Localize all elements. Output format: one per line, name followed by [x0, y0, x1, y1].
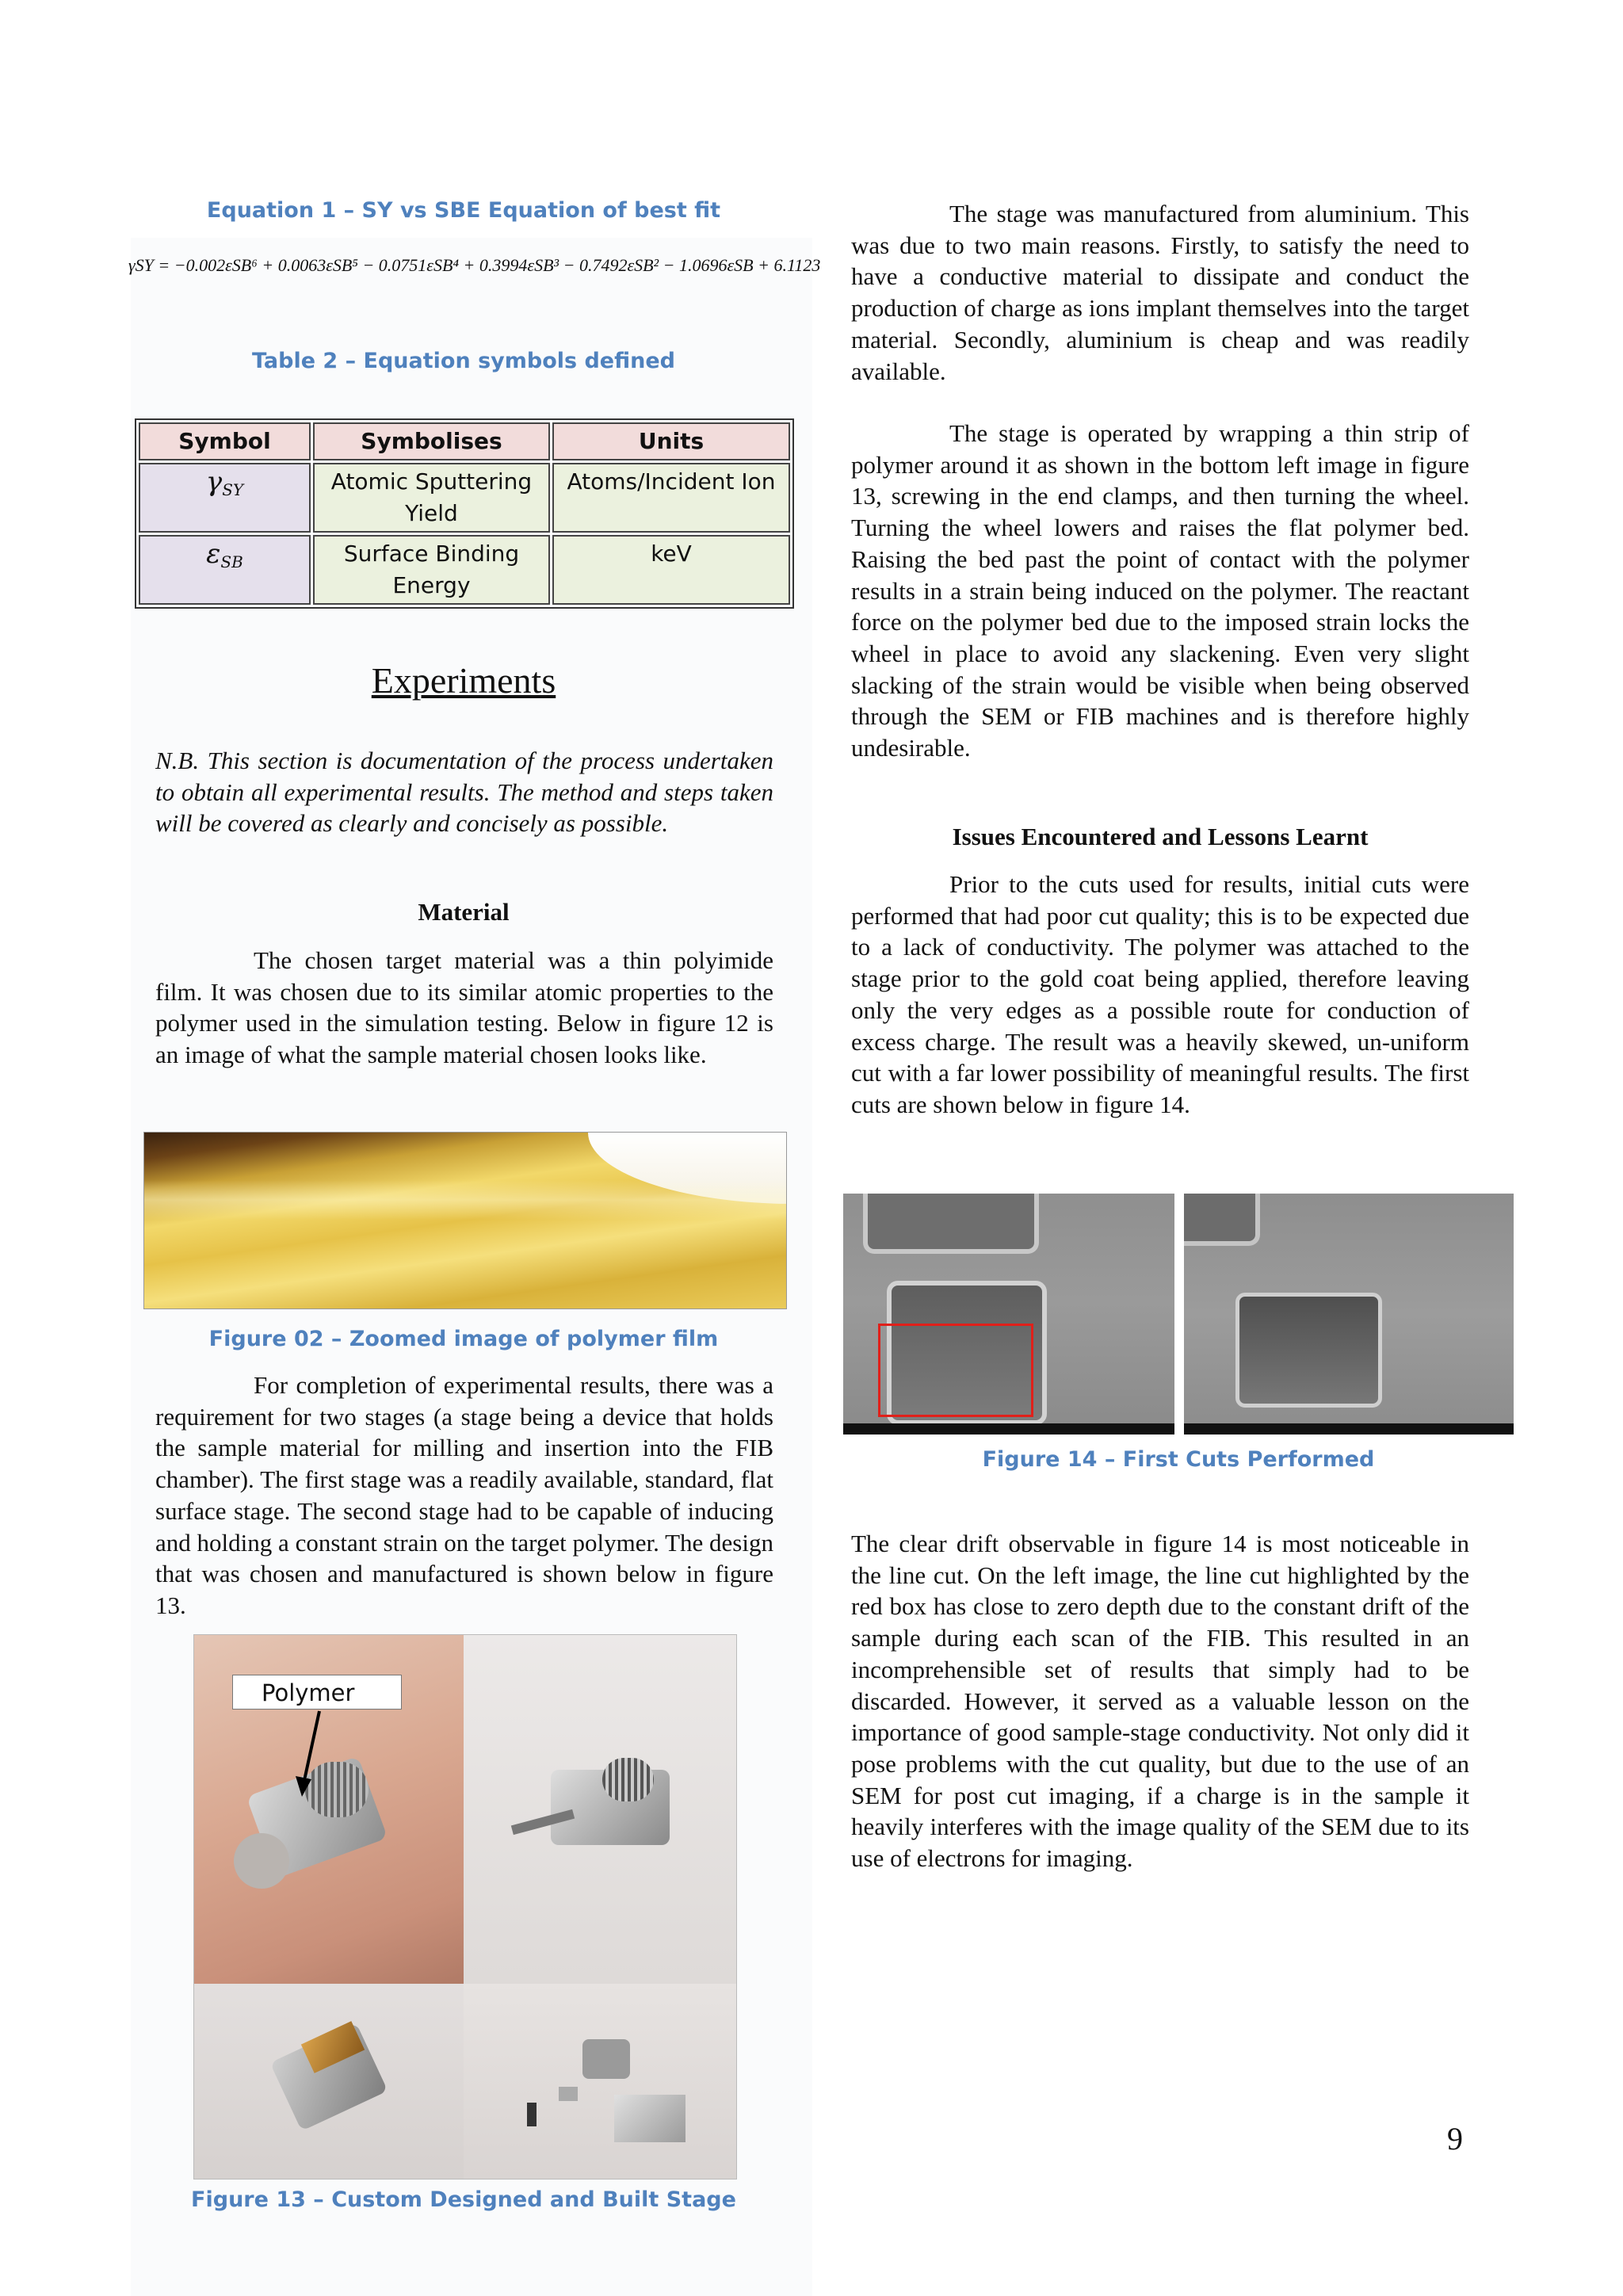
table-header: Units	[552, 422, 790, 460]
stages-paragraph: For completion of experimental results, there was a requirement for two stages (a stage being a device that holds the sample material for milling and insertion into the FIB chamber). The first stage was a readily available, standard, flat surface stage. The second stage had to be capable of inducing and holding a constant strain on the target polymer. The design that was chosen and manufactured is shown below in figure 13.	[155, 1371, 773, 1619]
symbolises-cell: Atomic Sputtering Yield	[313, 463, 550, 533]
symbolises-cell: Surface Binding Energy	[313, 535, 550, 605]
figure02-caption: Figure 02 – Zoomed image of polymer film	[208, 1327, 719, 1351]
upper-cut	[1184, 1194, 1260, 1246]
right-paragraph-3: Prior to the cuts used for results, initial cuts were performed that had poor cut quality; this is to be expected due to a lack of conductivity. The polymer was attached to the stage prior to the gold coat being applied, therefore leaving only the very edges as a possible route for conduction of excess charge. The result was a heavily skewed, un-uniform cut with a far lower possibility of meaningful results. The first cuts are shown below in figure 14.	[851, 870, 1469, 1118]
table-header: Symbol	[139, 422, 311, 460]
table-caption: Table 2 – Equation symbols defined	[251, 349, 675, 373]
right-paragraph-1: The stage was manufactured from aluminium. This was due to two main reasons. Firstly, to satisfy the need to have a conductive material to dissipate and conduct the production of charge as ions implant themselves into the target material. Secondly, aluminium is cheap and was readily available.	[851, 200, 1469, 385]
sem-info-bar	[843, 1423, 1174, 1435]
symbol-glyph: ε	[206, 538, 221, 570]
polymer-arrow	[194, 1635, 736, 2179]
equation-of-best-fit: γSY = −0.002εSB⁶ + 0.0063εSB⁵ − 0.0751εSB⁴ + 0.3994εSB³ − 0.7492εSB² − 1.0696εSB + 6.1123	[128, 255, 821, 275]
table-header: Symbolises	[313, 422, 550, 460]
units-cell: Atoms/Incident Ion	[552, 463, 790, 533]
section-note: N.B. This section is documentation of the process undertaken to obtain all experimental results. The method and steps taken will be covered as clearly and concisely as possible.	[155, 747, 773, 838]
box-cut	[1235, 1293, 1382, 1408]
sem-image-right	[1184, 1194, 1514, 1435]
symbol-subscript: SY	[222, 480, 244, 499]
page-number: 9	[1447, 2121, 1463, 2157]
stage-photo-grid	[193, 1634, 737, 2179]
figure13-caption: Figure 13 – Custom Designed and Built Stage	[191, 2187, 736, 2212]
units-cell: keV	[552, 535, 790, 605]
symbol-glyph: γ	[205, 466, 223, 498]
polymer-film-image	[143, 1132, 787, 1309]
table-header-row	[139, 422, 790, 460]
sem-image-left	[843, 1194, 1174, 1435]
right-paragraph-4: The clear drift observable in figure 14 is most noticeable in the line cut. On the left image, the line cut highlighted by the red box has close to zero depth due to the constant drift of the sample during each scan of the FIB. This resulted in an incomprehensible set of results that simply had to be discarded. However, it served as a valuable lesson on the importance of good sample-stage conductivity. Not only did it pose problems with the cut quality, but due to the use of an SEM for post cut imaging, if a charge is in the sample it heavily interferes with the image quality of the SEM due to its use of electrons for imaging.	[851, 1530, 1469, 1873]
material-paragraph: The chosen target material was a thin polyimide film. It was chosen due to its similar atomic properties to the polymer used in the simulation testing. Below in figure 12 is an image of what the sample material chosen looks like.	[155, 946, 773, 1069]
material-heading: Material	[418, 898, 510, 926]
symbols-table	[135, 418, 794, 609]
film-sheen	[144, 1180, 786, 1220]
equation-caption: Equation 1 – SY vs SBE Equation of best fit	[206, 198, 721, 223]
section-heading: Experiments	[371, 660, 556, 701]
line-cut-highlight-box	[878, 1324, 1033, 1417]
right-paragraph-2: The stage is operated by wrapping a thin strip of polymer around it as shown in the bottom left image in figure 13, screwing in the end clamps, and then turning the wheel. Turning the wheel lowers and raises the flat polymer bed. Raising the bed past the point of contact with the polymer results in a strain being induced on the polymer. The reactant force on the polymer bed due to the imposed strain locks the wheel in place to avoid any slackening. Even very slight slacking of the strain would be visible when being observed through the SEM or FIB machines and is therefore highly undesirable.	[851, 419, 1469, 762]
figure14-caption: Figure 14 – First Cuts Performed	[982, 1447, 1375, 1472]
sem-info-bar	[1184, 1423, 1514, 1435]
issues-heading: Issues Encountered and Lessons Learnt	[952, 823, 1369, 850]
upper-cut	[863, 1194, 1039, 1254]
table-row	[139, 463, 790, 533]
symbol-subscript: SB	[220, 552, 243, 571]
symbol-cell	[139, 535, 311, 605]
polymer-label: Polymer	[232, 1675, 402, 1710]
table-row	[139, 535, 790, 605]
symbol-cell	[139, 463, 311, 533]
